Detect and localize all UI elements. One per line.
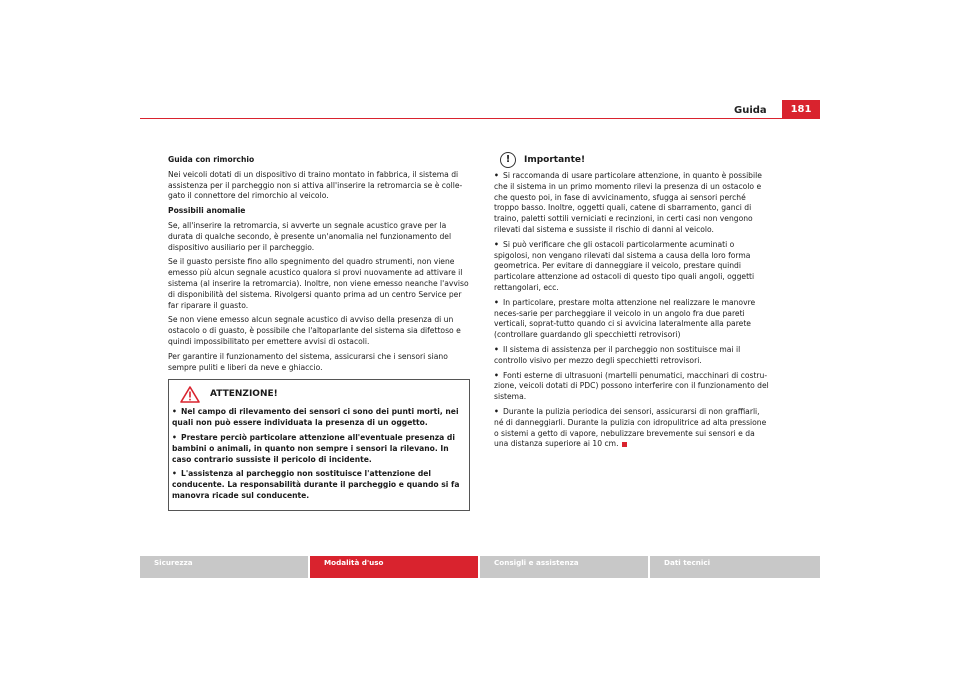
faults-paragraph-3: Se non viene emesso alcun segnale acustico di avviso della presenza di un ostacolo o di guasto, è possibile che l'altoparlante del sistema sia difettoso e quindi impossibilitato per emettere avvisi di ostacoli. bbox=[168, 315, 461, 346]
important-item: • In particolare, prestare molta attenzione nel realizzare le manovre neces-sarie per parcheggiare il veicolo in un angolo fra due pareti verticali, soprat-tutto quando ci si avvicina lateralmente alla parete (controllare guardando gli specchietti retrovisori) bbox=[494, 297, 756, 340]
bullet-icon: • bbox=[494, 297, 499, 307]
important-item: • Il sistema di assistenza per il parcheggio non sostituisce mai il controllo visivo per mezzo degli specchietti retrovisori. bbox=[494, 344, 741, 365]
bullet-icon: • bbox=[494, 239, 499, 249]
faults-paragraph-4: Per garantire il funzionamento del sistema, assicurarsi che i sensori siano sempre puliti e liberi da neve e ghiaccio. bbox=[168, 351, 448, 372]
end-of-section-icon bbox=[622, 442, 627, 447]
exclamation-icon bbox=[500, 152, 516, 168]
faults-paragraph-2: Se il guasto persiste fino allo spegnimento del quadro strumenti, non viene emesso più alcun segnale acustico qualora si provi nuovamente ad attivare il sistema (al inserire la retromarcia). Inoltre, non viene emesso neanche l'avviso di disponibilità del sistema. Rivolgersi quanto prima ad un centro Service per far riparare il guasto. bbox=[168, 257, 469, 310]
page-number: 181 bbox=[782, 100, 820, 118]
bullet-icon: • bbox=[494, 370, 499, 380]
warning-item: • L'assistenza al parcheggio non sostituisce l'attenzione del conducente. La responsabilità durante il parcheggio e quando si fa manovra ricade sul conducente. bbox=[172, 469, 460, 500]
warning-title: ATTENZIONE! bbox=[210, 389, 278, 400]
section-title: Guida bbox=[734, 105, 767, 116]
faults-paragraph-1: Se, all'inserire la retromarcia, si avverte un segnale acustico grave per la durata di qualche secondo, è presente un'anomalia nel funzionamento del dispositivo ausiliario per il parcheggio. bbox=[168, 220, 452, 252]
footer-tab-sicurezza[interactable]: Sicurezza bbox=[140, 556, 308, 578]
trailer-text: Nei veicoli dotati di un dispositivo di traino montato in fabbrica, il sistema di assistenza per il parcheggio non si attiva all'inserire la retromarcia se è colle-gato il connettore del rimorchio al veicolo. bbox=[168, 169, 463, 201]
footer-tab-modalita-uso[interactable]: Modalità d'uso bbox=[310, 556, 478, 578]
warning-triangle-icon bbox=[180, 386, 200, 403]
bullet-icon: • bbox=[172, 407, 177, 417]
warning-item: • Prestare perciò particolare attenzione all'eventuale presenza di bambini o animali, in quanto non sempre i sensori la rilevano. In caso contrario sussiste il pericolo di incidente. bbox=[172, 432, 455, 464]
important-item: • Si raccomanda di usare particolare attenzione, in quanto è possibile che il sistema in un primo momento rilevi la presenza di un ostacolo e che questo poi, in fase di avvicinamento, sfugga ai sensori perché troppo basso. Inoltre, oggetti quali, catene di sbarramento, ganci di traino, paletti sottili verniciati e recinzioni, in certi casi non vengono rilevati dal sistema e sussiste il rischio di danni al veicolo. bbox=[494, 171, 762, 234]
important-header bbox=[500, 152, 770, 168]
footer-tab-consigli-assistenza[interactable]: Consigli e assistenza bbox=[480, 556, 648, 578]
important-item: • Durante la pulizia periodica dei sensori, assicurarsi di non graffiarli, né di danneggiarli. Durante la pulizia con idropulitrice ad alta pressione o sistemi a getto di vapore, nebulizzare brevemente sui sensori e da una distanza superiore ai 10 cm. bbox=[494, 406, 767, 449]
bullet-icon: • bbox=[494, 171, 499, 180]
warning-header bbox=[180, 386, 466, 403]
right-column bbox=[494, 152, 770, 454]
footer-tab-dati-tecnici[interactable]: Dati tecnici bbox=[650, 556, 820, 578]
left-column bbox=[168, 155, 470, 511]
important-title: Importante! bbox=[524, 154, 586, 165]
warning-box bbox=[168, 379, 470, 510]
bullet-icon: • bbox=[494, 406, 499, 416]
important-item: • Fonti esterne di ultrasuoni (martelli penumatici, macchinari di costru-zione, veicoli dotati di PDC) possono interferire con il funzionamento del sistema. bbox=[494, 370, 769, 402]
faults-heading: Possibili anomalie bbox=[168, 206, 246, 216]
warning-item: • Nel campo di rilevamento dei sensori ci sono dei punti morti, nei quali non può essere individuata la presenza di un oggetto. bbox=[172, 407, 459, 428]
bullet-icon: • bbox=[172, 469, 177, 479]
important-item: • Si può verificare che gli ostacoli particolarmente acuminati o spigolosi, non vengano rilevati dal sistema a causa della loro forma geometrica. Per evitare di danneggiare il veicolo, prestare quindi particolare attenzione ad ostacoli di questo tipo quali angoli, oggetti rettangolari, ecc. bbox=[494, 239, 755, 292]
bullet-icon: • bbox=[172, 432, 177, 442]
header-rule bbox=[140, 118, 820, 119]
trailer-heading: Guida con rimorchio bbox=[168, 155, 255, 164]
bullet-icon: • bbox=[494, 344, 499, 354]
